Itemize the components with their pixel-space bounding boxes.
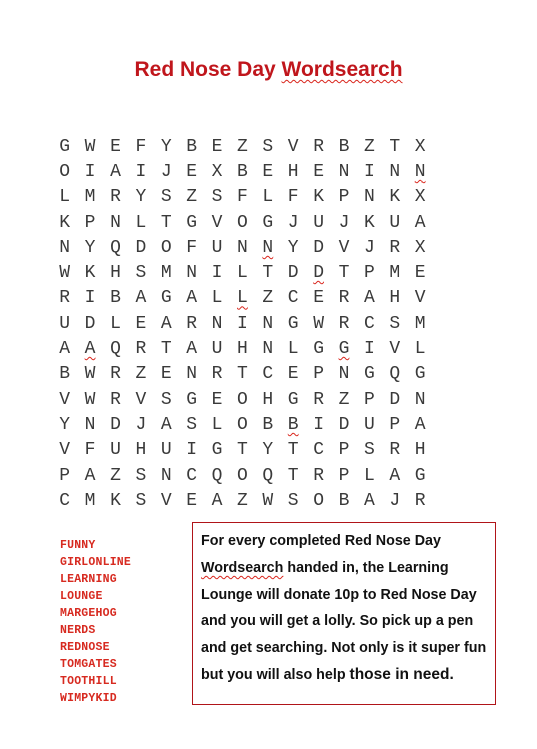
grid-cell[interactable]: S [363,440,375,461]
grid-cell[interactable]: E [186,490,198,511]
grid-cell[interactable]: S [135,263,147,284]
grid-cell[interactable]: U [211,339,223,360]
grid-row [52,235,433,260]
grid-cell[interactable]: D [389,389,401,410]
grid-cell[interactable]: B [110,288,121,309]
grid-cell[interactable]: P [338,440,350,461]
grid-cell[interactable]: N [363,187,375,208]
grid-cell[interactable]: E [414,263,426,284]
grid-cell[interactable]: N [186,263,198,284]
grid-cell[interactable]: O [160,237,172,258]
grid-cell[interactable]: I [211,263,223,284]
grid-cell[interactable]: R [59,288,71,309]
grid-cell[interactable]: B [287,414,299,435]
word-list [60,537,131,707]
grid-cell[interactable]: I [84,288,96,309]
grid-row [52,488,433,513]
grid-cell[interactable]: Y [287,237,299,258]
grid-cell[interactable]: M [84,490,96,511]
grid-cell[interactable]: A [135,288,147,309]
word-list-item: GIRLONLINE [60,556,132,569]
grid-cell[interactable]: J [160,161,172,182]
grid-cell[interactable]: D [313,237,324,258]
grid-cell[interactable]: F [84,440,96,461]
grid-cell[interactable]: G [160,288,172,309]
grid-cell[interactable]: R [110,187,121,208]
grid-row [52,159,433,184]
grid-cell[interactable]: B [186,136,198,157]
word-list-item: MARGEHOG [60,607,117,620]
grid-cell[interactable]: J [287,212,299,233]
grid-cell[interactable]: N [414,161,426,182]
grid-cell[interactable]: I [84,161,96,182]
grid-cell[interactable]: A [84,465,96,486]
grid-cell[interactable]: F [186,237,198,258]
grid-cell[interactable]: Z [186,187,198,208]
grid-cell[interactable]: U [110,440,121,461]
grid-cell[interactable]: R [389,440,401,461]
grid-cell[interactable]: H [389,288,401,309]
grid-cell[interactable]: E [313,161,324,182]
grid-cell[interactable]: T [287,440,299,461]
grid-cell[interactable]: G [287,389,299,410]
grid-cell[interactable]: O [237,465,248,486]
grid-cell[interactable]: G [59,136,71,157]
grid-cell[interactable]: S [160,389,172,410]
grid-cell[interactable]: W [313,313,324,334]
grid-cell[interactable]: Q [110,339,121,360]
grid-cell[interactable]: K [59,212,71,233]
grid-cell[interactable]: R [110,389,121,410]
grid-cell[interactable]: I [363,161,375,182]
grid-cell[interactable]: G [414,364,426,385]
grid-cell[interactable]: R [414,490,426,511]
grid-cell[interactable]: Z [135,364,147,385]
grid-cell[interactable]: S [389,313,401,334]
grid-cell[interactable]: R [211,364,223,385]
grid-cell[interactable]: N [186,364,198,385]
grid-cell[interactable]: P [363,263,375,284]
grid-cell[interactable]: R [389,237,401,258]
grid-cell[interactable]: R [338,288,350,309]
grid-cell[interactable]: A [211,490,223,511]
grid-cell[interactable]: Y [262,440,274,461]
grid-cell[interactable]: K [110,490,121,511]
grid-cell[interactable]: J [363,237,375,258]
grid-cell[interactable]: Z [237,490,248,511]
grid-cell[interactable]: N [237,237,248,258]
grid-cell[interactable]: T [262,263,274,284]
word-list-item: FUNNY [60,539,96,552]
grid-cell[interactable]: G [186,389,198,410]
info-text-part: For every completed Red Nose Day [201,533,441,549]
grid-cell[interactable]: W [262,490,274,511]
grid-cell[interactable]: I [237,313,248,334]
grid-cell[interactable]: O [59,161,71,182]
grid-cell[interactable]: X [414,187,426,208]
grid-cell[interactable]: D [338,414,350,435]
grid-cell[interactable]: O [237,212,248,233]
grid-cell[interactable]: I [135,161,147,182]
grid-cell[interactable]: L [237,263,248,284]
grid-cell[interactable]: R [313,465,324,486]
grid-cell[interactable]: E [186,161,198,182]
grid-cell[interactable]: N [262,313,274,334]
grid-cell[interactable]: M [84,187,96,208]
grid-row [52,210,433,235]
page-title [0,58,537,82]
grid-cell[interactable]: I [313,414,324,435]
grid-row [52,286,433,311]
letter-grid[interactable] [52,134,433,513]
grid-cell[interactable]: T [160,212,172,233]
grid-cell[interactable]: A [59,339,71,360]
grid-cell[interactable]: K [389,187,401,208]
grid-cell[interactable]: Y [84,237,96,258]
word-list-item: REDNOSE [60,641,110,654]
grid-row [52,260,433,285]
grid-cell[interactable]: P [389,414,401,435]
word-list-item: TOMGATES [60,658,117,671]
grid-cell[interactable]: F [237,187,248,208]
grid-cell[interactable]: N [262,339,274,360]
info-text-part: handed in, the Learning Lounge will donate 10p to Red Nose Day and you will get a lolly. So pick up a pen and get searching. Not only is it super fun but you will also help [201,559,487,683]
grid-cell[interactable]: A [160,313,172,334]
grid-cell[interactable]: K [363,212,375,233]
grid-cell[interactable]: T [338,263,350,284]
grid-cell[interactable]: V [287,136,299,157]
grid-cell[interactable]: N [262,237,274,258]
grid-cell[interactable]: D [110,414,121,435]
grid-cell[interactable]: L [262,187,274,208]
grid-cell[interactable]: G [287,313,299,334]
grid-cell[interactable]: B [338,490,350,511]
grid-cell[interactable]: A [160,414,172,435]
grid-cell[interactable]: S [160,187,172,208]
grid-cell[interactable]: V [135,389,147,410]
grid-cell[interactable]: U [363,414,375,435]
grid-cell[interactable]: V [59,440,71,461]
grid-cell[interactable]: S [186,414,198,435]
grid-cell[interactable]: P [313,364,324,385]
grid-cell[interactable]: L [363,465,375,486]
grid-cell[interactable]: G [338,339,350,360]
grid-cell[interactable]: N [59,237,71,258]
grid-cell[interactable]: T [237,364,248,385]
grid-row [52,362,433,387]
grid-cell[interactable]: P [363,389,375,410]
grid-cell[interactable]: M [160,263,172,284]
grid-cell[interactable]: T [389,136,401,157]
grid-cell[interactable]: B [262,414,274,435]
grid-cell[interactable]: W [59,263,71,284]
grid-cell[interactable]: A [363,288,375,309]
grid-cell[interactable]: I [363,339,375,360]
grid-cell[interactable]: R [338,313,350,334]
grid-cell[interactable]: E [287,364,299,385]
grid-cell[interactable]: E [313,288,324,309]
grid-cell[interactable]: X [414,136,426,157]
grid-cell[interactable]: A [186,288,198,309]
grid-cell[interactable]: C [313,440,324,461]
grid-cell[interactable]: A [110,161,121,182]
word-list-item: TOOTHILL [60,675,117,688]
info-text-end: those in need. [349,665,454,683]
grid-cell[interactable]: Y [135,187,147,208]
grid-cell[interactable]: V [389,339,401,360]
grid-cell[interactable]: Q [389,364,401,385]
grid-cell[interactable]: E [110,136,121,157]
grid-cell[interactable]: D [313,263,324,284]
grid-cell[interactable]: Z [110,465,121,486]
grid-cell[interactable]: W [84,136,96,157]
grid-cell[interactable]: C [186,465,198,486]
grid-cell[interactable]: Y [59,414,71,435]
grid-cell[interactable]: K [313,187,324,208]
grid-cell[interactable]: V [59,389,71,410]
grid-cell[interactable]: R [313,389,324,410]
word-list-item: LEARNING [60,573,117,586]
grid-cell[interactable]: G [262,212,274,233]
grid-cell[interactable]: U [160,440,172,461]
grid-cell[interactable]: D [84,313,96,334]
grid-cell[interactable]: S [287,490,299,511]
grid-cell[interactable]: Q [110,237,121,258]
grid-cell[interactable]: N [211,313,223,334]
grid-cell[interactable]: G [313,339,324,360]
grid-row [52,336,433,361]
grid-cell[interactable]: Z [363,136,375,157]
grid-cell[interactable]: G [363,364,375,385]
grid-cell[interactable]: O [237,389,248,410]
grid-cell[interactable]: H [262,389,274,410]
grid-row [52,311,433,336]
grid-cell[interactable]: J [135,414,147,435]
grid-cell[interactable]: Z [262,288,274,309]
grid-cell[interactable]: E [262,161,274,182]
grid-cell[interactable]: S [135,465,147,486]
grid-cell[interactable]: L [287,339,299,360]
grid-cell[interactable]: E [211,136,223,157]
grid-cell[interactable]: D [287,263,299,284]
grid-cell[interactable]: P [59,465,71,486]
grid-cell[interactable]: N [389,161,401,182]
grid-cell[interactable]: F [135,136,147,157]
grid-cell[interactable]: Y [160,136,172,157]
grid-cell[interactable]: N [414,389,426,410]
grid-cell[interactable]: Z [237,136,248,157]
grid-cell[interactable]: L [211,414,223,435]
grid-cell[interactable]: H [287,161,299,182]
word-list-item: LOUNGE [60,590,103,603]
grid-cell[interactable]: A [363,490,375,511]
grid-cell[interactable]: L [59,187,71,208]
grid-cell[interactable]: E [160,364,172,385]
grid-cell[interactable]: D [135,237,147,258]
grid-cell[interactable]: L [237,288,248,309]
grid-cell[interactable]: G [414,465,426,486]
grid-cell[interactable]: C [287,288,299,309]
grid-cell[interactable]: L [414,339,426,360]
grid-cell[interactable]: U [211,237,223,258]
grid-cell[interactable]: V [338,237,350,258]
grid-cell[interactable]: N [160,465,172,486]
grid-cell[interactable]: A [414,414,426,435]
grid-cell[interactable]: J [389,490,401,511]
grid-cell[interactable]: A [84,339,96,360]
grid-cell[interactable]: H [237,339,248,360]
grid-cell[interactable]: R [135,339,147,360]
grid-cell[interactable]: X [414,237,426,258]
grid-cell[interactable]: P [338,187,350,208]
word-list-item: NERDS [60,624,96,637]
grid-cell[interactable]: P [84,212,96,233]
grid-cell[interactable]: U [389,212,401,233]
grid-cell[interactable]: H [135,440,147,461]
grid-cell[interactable]: I [186,440,198,461]
grid-cell[interactable]: B [237,161,248,182]
word-list-item: WIMPYKID [60,692,117,705]
grid-cell[interactable]: L [135,212,147,233]
grid-cell[interactable]: Z [338,389,350,410]
grid-cell[interactable]: B [338,136,350,157]
grid-cell[interactable]: G [186,212,198,233]
grid-cell[interactable]: V [414,288,426,309]
grid-cell[interactable]: Q [211,465,223,486]
grid-row [52,185,433,210]
grid-cell[interactable]: R [186,313,198,334]
grid-cell[interactable]: C [262,364,274,385]
grid-cell[interactable]: V [160,490,172,511]
grid-cell[interactable]: T [287,465,299,486]
grid-cell[interactable]: G [211,440,223,461]
grid-cell[interactable]: S [262,136,274,157]
grid-cell[interactable]: N [338,161,350,182]
grid-cell[interactable]: P [338,465,350,486]
grid-cell[interactable]: S [135,490,147,511]
grid-cell[interactable]: B [59,364,71,385]
grid-row [52,134,433,159]
grid-cell[interactable]: T [160,339,172,360]
grid-cell[interactable]: M [389,263,401,284]
grid-row [52,412,433,437]
grid-cell[interactable]: A [389,465,401,486]
grid-cell[interactable]: E [135,313,147,334]
info-box [192,522,496,705]
grid-cell[interactable]: L [110,313,121,334]
grid-cell[interactable]: T [237,440,248,461]
grid-row [52,438,433,463]
grid-cell[interactable]: W [84,364,96,385]
grid-cell[interactable]: O [237,414,248,435]
grid-cell[interactable]: K [84,263,96,284]
grid-row [52,463,433,488]
grid-cell[interactable]: Q [262,465,274,486]
grid-cell[interactable]: A [414,212,426,233]
grid-cell[interactable]: N [338,364,350,385]
grid-cell[interactable]: H [414,440,426,461]
grid-cell[interactable]: C [59,490,71,511]
grid-cell[interactable]: U [59,313,71,334]
grid-cell[interactable]: A [186,339,198,360]
info-text [201,528,487,689]
grid-cell[interactable]: S [211,187,223,208]
grid-cell[interactable]: R [110,364,121,385]
grid-cell[interactable]: L [211,288,223,309]
title-text: Red Nose Day [134,58,282,81]
grid-row [52,387,433,412]
grid-cell[interactable]: C [363,313,375,334]
title-wordsearch: Wordsearch [281,58,403,81]
grid-cell[interactable]: M [414,313,426,334]
grid-cell[interactable]: X [211,161,223,182]
grid-cell[interactable]: F [287,187,299,208]
grid-cell[interactable]: W [84,389,96,410]
grid-cell[interactable]: V [211,212,223,233]
grid-cell[interactable]: H [110,263,121,284]
grid-cell[interactable]: N [110,212,121,233]
grid-cell[interactable]: J [338,212,350,233]
grid-cell[interactable]: O [313,490,324,511]
grid-cell[interactable]: R [313,136,324,157]
grid-cell[interactable]: E [211,389,223,410]
grid-cell[interactable]: N [84,414,96,435]
grid-cell[interactable]: U [313,212,324,233]
info-text-wordsearch: Wordsearch [201,559,284,576]
